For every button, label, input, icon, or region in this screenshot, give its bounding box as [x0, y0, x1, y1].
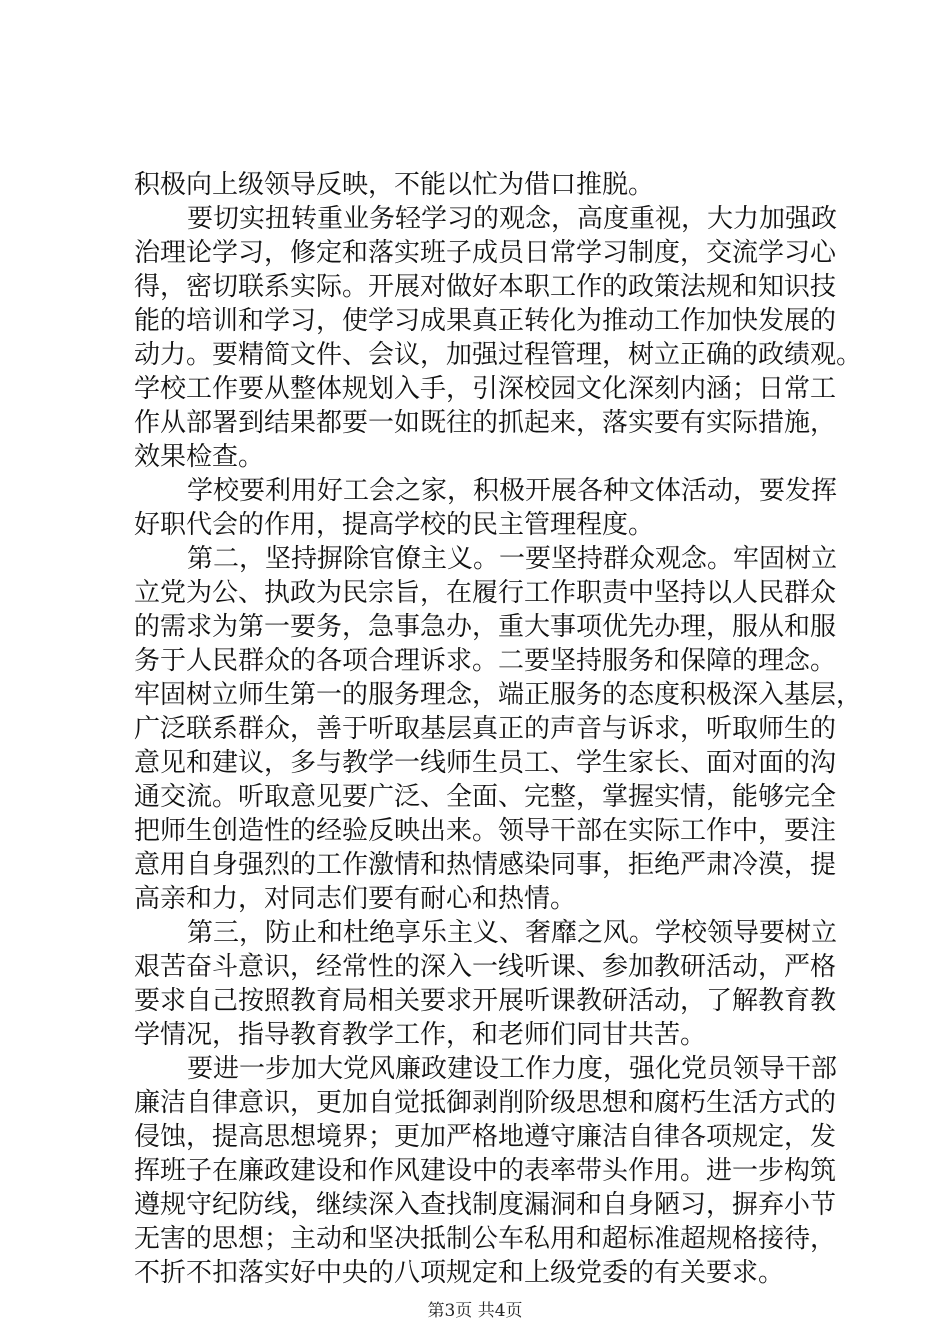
text-line: 学校要利用好工会之家，积极开展各种文体活动，要发挥 [187, 476, 838, 506]
page-footer [0, 1300, 950, 1322]
paragraph [134, 542, 863, 916]
text-line: 意用自身强烈的工作激情和热情感染同事，拒绝严肃冷漠，提 [134, 850, 837, 880]
text-line: 治理论学习，修定和落实班子成员日常学习制度，交流学习心 [134, 238, 837, 268]
text-line: 第三，防止和杜绝享乐主义、奢靡之风。学校领导要树立 [187, 918, 838, 948]
text-line: 好职代会的作用，提高学校的民主管理程度。 [134, 510, 655, 540]
paragraph [134, 1052, 838, 1290]
text-line: 廉洁自律意识，更加自觉抵御剥削阶级思想和腐朽生活方式的 [134, 1088, 837, 1118]
text-line: 意见和建议，多与教学一线师生员工、学生家长、面对面的沟 [134, 748, 837, 778]
text-line: 要进一步加大党风廉政建设工作力度，强化党员领导干部 [187, 1054, 838, 1084]
paragraph [134, 916, 838, 1052]
text-line: 立党为公、执政为民宗旨，在履行工作职责中坚持以人民群众 [134, 578, 837, 608]
text-line: 无害的思想；主动和坚决抵制公车私用和超标准超规格接待， [134, 1224, 837, 1254]
text-line: 遵规守纪防线，继续深入查找制度漏洞和自身陋习，摒弃小节 [134, 1190, 837, 1220]
text-line: 得，密切联系实际。开展对做好本职工作的政策法规和知识技 [134, 272, 837, 302]
text-line: 侵蚀，提高思想境界；更加严格地遵守廉洁自律各项规定，发 [134, 1122, 837, 1152]
text-line: 要求自己按照教育局相关要求开展听课教研活动，了解教育教 [134, 986, 837, 1016]
paragraph [134, 474, 838, 542]
text-line: 的需求为第一要务，急事急办，重大事项优先办理，服从和服 [134, 612, 837, 642]
text-line: 动力。要精简文件、会议，加强过程管理，树立正确的政绩观。 [134, 340, 863, 370]
text-line: 能的培训和学习，使学习成果真正转化为推动工作加快发展的 [134, 306, 837, 336]
text-line: 务于人民群众的各项合理诉求。二要坚持服务和保障的理念。 [134, 646, 837, 676]
text-line: 牢固树立师生第一的服务理念，端正服务的态度积极深入基层， [134, 680, 863, 710]
page-number: 第3页 共4页 [427, 1301, 523, 1321]
text-line: 通交流。听取意见要广泛、全面、完整，掌握实情，能够完全 [134, 782, 837, 812]
text-line: 作从部署到结果都要一如既往的抓起来，落实要有实际措施， [134, 408, 837, 438]
document-body [134, 168, 863, 1290]
text-line: 艰苦奋斗意识，经常性的深入一线听课、参加教研活动，严格 [134, 952, 837, 982]
text-line: 广泛联系群众，善于听取基层真正的声音与诉求，听取师生的 [134, 714, 837, 744]
text-line: 把师生创造性的经验反映出来。领导干部在实际工作中，要注 [134, 816, 837, 846]
text-line: 积极向上级领导反映，不能以忙为借口推脱。 [134, 170, 655, 200]
text-line: 学情况，指导教育教学工作，和老师们同甘共苦。 [134, 1020, 707, 1050]
paragraph [134, 202, 863, 474]
text-line: 不折不扣落实好中央的八项规定和上级党委的有关要求。 [134, 1258, 785, 1288]
paragraph [134, 168, 834, 202]
text-line: 高亲和力，对同志们要有耐心和热情。 [134, 884, 577, 914]
text-line: 学校工作要从整体规划入手，引深校园文化深刻内涵；日常工 [134, 374, 837, 404]
text-line: 要切实扭转重业务轻学习的观念，高度重视，大力加强政 [187, 204, 838, 234]
text-line: 效果检查。 [134, 442, 265, 472]
text-line: 第二，坚持摒除官僚主义。一要坚持群众观念。牢固树立 [187, 544, 838, 574]
text-line: 挥班子在廉政建设和作风建设中的表率带头作用。进一步构筑 [134, 1156, 837, 1186]
